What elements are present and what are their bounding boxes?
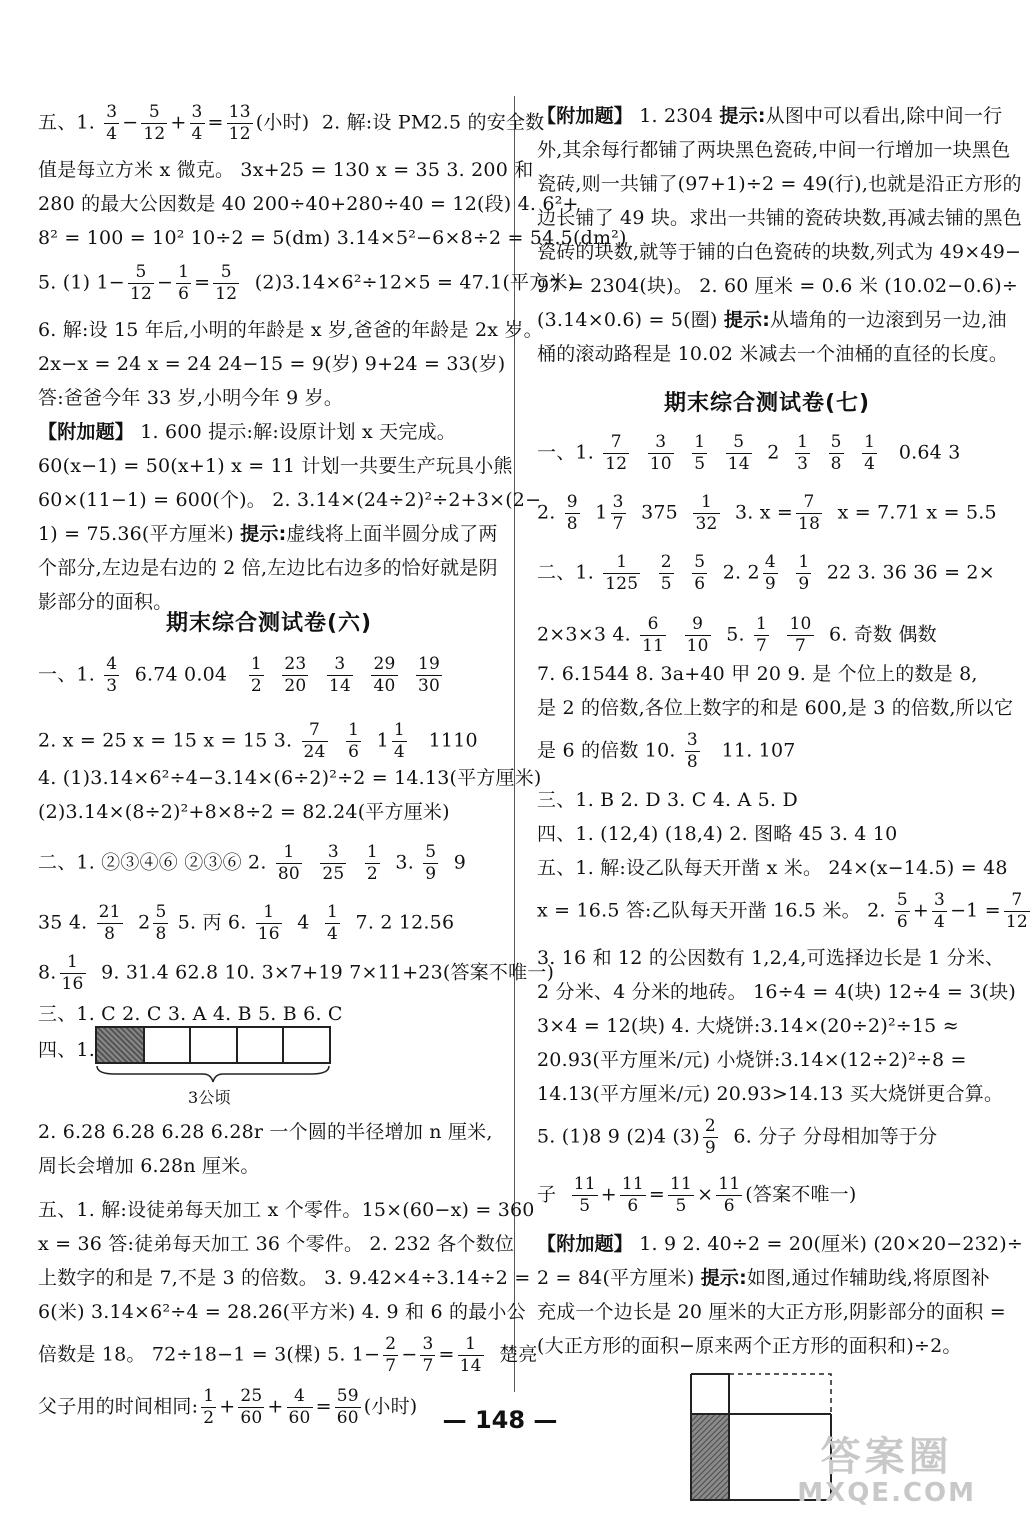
page-number: — 148 — <box>442 1406 558 1434</box>
numerator: 1 <box>203 1386 215 1406</box>
answer-line: 外,其余每行都铺了两块黑色瓷砖,中间一行增加一块黑色 <box>537 139 1011 161</box>
numerator: 1 <box>393 720 405 740</box>
tip-label: 提示: <box>723 309 771 331</box>
denominator: 10 <box>686 636 709 656</box>
fraction <box>365 844 380 883</box>
numerator: 7 <box>603 434 629 454</box>
strip-cell <box>143 1028 145 1062</box>
numerator: 11 <box>718 1174 741 1194</box>
fraction <box>754 616 769 655</box>
numerator: 1 <box>366 842 378 862</box>
fraction <box>648 434 674 473</box>
answer-line: 充成一个边长是 20 厘米的大正方形,阴影部分的面积 = <box>537 1301 1006 1323</box>
numerator: 3 <box>612 492 624 512</box>
denominator: 2 <box>250 676 262 696</box>
denominator: 9 <box>704 1138 716 1158</box>
fraction <box>796 494 822 533</box>
answer-line: 边长铺了 49 块。求出一共铺的瓷砖块数,再减去铺的黑色 <box>537 207 1022 229</box>
numerator: 1 <box>458 1336 484 1356</box>
denominator: 12 <box>129 284 152 304</box>
denominator: 7 <box>794 636 807 656</box>
fraction <box>703 1118 718 1157</box>
section-title: 期末综合测试卷(六) <box>165 611 373 636</box>
numerator: 1 <box>250 654 262 674</box>
denominator: 7 <box>755 636 767 656</box>
answer-line: 2x−x = 24 x = 24 24−15 = 9(岁) 9+24 = 33(岁) <box>38 353 506 375</box>
denominator: 10 <box>649 454 672 474</box>
denominator: 7 <box>612 514 624 534</box>
strip-cell <box>236 1028 238 1062</box>
denominator: 4 <box>934 912 946 932</box>
denominator: 30 <box>417 676 441 696</box>
numerator: 59 <box>336 1386 359 1406</box>
area-strip-diagram <box>95 1026 331 1064</box>
fraction <box>249 656 264 695</box>
answer-line: 1) = 75.36(平方厘米) 提示:虚线将上面半圆分成了两 <box>38 523 498 545</box>
answer-line: 四、1. (12,4) (18,4) 2. 图略 45 3. 4 10 <box>537 823 898 845</box>
fraction <box>787 616 813 655</box>
numerator: 1 <box>327 902 339 922</box>
answer-line: 6. 解:设 15 年后,小明的年龄是 x 岁,爸爸的年龄是 2x 岁。 <box>38 319 543 341</box>
numerator: 5 <box>213 264 239 284</box>
answer-line: 2. x = 25 x = 15 x = 15 3. $\frac{7}{24}$ $\frac{1}{6}$ 1 $\frac{1}{4}$ 1110 <box>38 720 478 762</box>
fraction <box>325 904 340 943</box>
strip-label: 3公顷 <box>188 1088 231 1107</box>
fraction <box>640 616 666 655</box>
fraction <box>1004 892 1030 931</box>
answer-line: 是 6 的倍数 10. $\frac{3}{8}$ 11. 107 <box>537 730 796 772</box>
fraction <box>392 722 407 761</box>
fraction <box>603 554 640 593</box>
fraction <box>227 104 253 143</box>
numerator: 5 <box>726 434 752 454</box>
numerator: 6 <box>640 616 666 636</box>
denominator: 9 <box>764 574 776 594</box>
fraction <box>128 264 154 303</box>
answer-line: 五、1. 解:设徒弟每天加工 x 个零件。15×(60−x) = 360 <box>38 1199 535 1221</box>
shaded-cell <box>97 1028 143 1062</box>
denominator: 7 <box>385 1356 397 1376</box>
fraction <box>862 434 877 473</box>
answer-line: (3.14×0.6) = 5(圈) 提示:从墙角的一边滚到另一边,油 <box>537 309 1007 331</box>
numerator: 1 <box>694 432 706 452</box>
denominator: 3 <box>106 676 118 696</box>
numerator: 1 <box>276 844 302 864</box>
answer-line: 【附加题】 1. 9 2. 40÷2 = 20(厘米) (20×20−232)÷ <box>537 1233 1023 1255</box>
answer-line: (2)3.14×(8÷2)²+8×8÷2 = 82.24(平方厘米) <box>38 801 450 823</box>
fraction <box>423 844 438 883</box>
numerator: 4 <box>764 552 776 572</box>
fraction <box>60 954 86 993</box>
numerator: 3 <box>106 102 118 122</box>
answer-line: 周长会增加 6.28n 厘米。 <box>38 1155 260 1177</box>
numerator: 2 <box>704 1116 716 1136</box>
numerator: 5 <box>155 902 167 922</box>
numerator: 1 <box>797 432 809 452</box>
numerator: 7 <box>302 722 328 742</box>
numerator: 7 <box>1004 892 1030 912</box>
answer-line: 三、1. C 2. C 3. A 4. B 5. B 6. C <box>38 1003 343 1025</box>
numerator: 3 <box>686 730 698 750</box>
denominator: 60 <box>288 1408 311 1428</box>
denominator: 5 <box>694 454 706 474</box>
watermark-logo: 答案圈 MXQE.COM <box>797 1434 976 1509</box>
numerator: 5 <box>128 264 154 284</box>
fraction <box>282 656 308 695</box>
denominator: 14 <box>459 1356 482 1376</box>
answer-line: 2. 6.28 6.28 6.28 6.28r 一个圆的半径增加 n 厘米, <box>38 1121 493 1143</box>
answer-line: 一、1. $\frac{4}{3}$ 6.74 0.04 $\frac{1}{2}$ $\frac{23}{20}$ $\frac{3}{14}$ $\frac{29}{40}$ $\frac{19}{30}$ <box>38 654 441 696</box>
numerator: 5 <box>830 432 842 452</box>
numerator: 11 <box>670 1174 693 1194</box>
denominator: 16 <box>257 924 280 944</box>
answer-line: 二、1. ②③④⑥ ②③⑥ 2. $\frac{1}{80}$ $\frac{3}{25}$ $\frac{1}{2}$ 3. $\frac{5}{9}$ 9 <box>38 842 466 884</box>
denominator: 4 <box>327 924 339 944</box>
denominator: 9 <box>798 574 810 594</box>
denominator: 8 <box>830 454 842 474</box>
numerator: 1 <box>603 554 640 574</box>
answer-line: 瓷砖的块数,就等于铺的白色瓷砖的块数,列式为 49×49− <box>537 241 1022 263</box>
denominator: 125 <box>605 574 639 594</box>
answer-line: 【附加题】 1. 2304 提示:从图中可以看出,除中间一行 <box>537 105 1003 127</box>
numerator: 11 <box>621 1174 644 1194</box>
answer-line: 2 分米、4 分米的地砖。 16÷4 = 4(块) 12÷4 = 3(块) <box>537 981 1016 1003</box>
fraction <box>716 1176 742 1215</box>
bonus-tag: 【附加题】 <box>38 421 135 443</box>
answer-line: 倍数是 18。 72÷18−1 = 3(棵) 5. 1− $\frac{2}{7}$ − $\frac{3}{7}$ = $\frac{1}{14}$ 楚亮 <box>38 1334 538 1376</box>
denominator: 4 <box>864 454 876 474</box>
fraction <box>213 264 239 303</box>
numerator: 1 <box>60 954 86 974</box>
denominator: 6 <box>694 574 706 594</box>
numerator: 7 <box>796 494 822 514</box>
denominator: 12 <box>228 124 251 144</box>
answer-line: 5. (1)8 9 (2)4 (3) $\frac{2}{9}$ 6. 分子 分母相加等于分 <box>537 1116 938 1158</box>
fraction <box>346 722 361 761</box>
answer-line: 2 = 84(平方厘米) 提示:如图,通过作辅助线,将原图补 <box>537 1267 990 1289</box>
answer-line: 5. (1) 1− $\frac{5}{12}$ − $\frac{1}{6}$ = $\frac{5}{12}$ (2)3.14×6²÷12×5 = 47.1(平方米) <box>38 262 576 304</box>
fraction <box>829 434 844 473</box>
denominator: 6 <box>627 1196 639 1216</box>
denominator: 6 <box>896 912 908 932</box>
answer-line: (大正方形的面积−原来两个正方形的面积和)÷2。 <box>537 1335 962 1357</box>
denominator: 8 <box>566 514 578 534</box>
answer-line: x = 16.5 答:乙队每天开凿 16.5 米。 2. $\frac{5}{6}$ + $\frac{3}{4}$ −1 = $\frac{7}{12}$ <box>537 890 1028 932</box>
answer-line: 一、1. $\frac{7}{12}$ $\frac{3}{10}$ $\frac{1}{5}$ $\frac{5}{14}$ 2 $\frac{1}{3}$ $\frac{5}{8}$ $\frac{1}{4}$ 0.64 3 <box>537 432 961 474</box>
fraction <box>726 434 752 473</box>
fraction <box>371 656 397 695</box>
answer-line: 60(x−1) = 50(x+1) x = 11 计划一共要生产玩具小熊 <box>38 455 513 477</box>
fraction <box>327 656 353 695</box>
denominator: 12 <box>605 454 628 474</box>
numerator: 1 <box>864 432 876 452</box>
denominator: 16 <box>61 974 84 994</box>
fraction <box>458 1336 484 1375</box>
numerator: 29 <box>373 654 396 674</box>
denominator: 12 <box>1005 912 1028 932</box>
answer-line: 个部分,左边是右边的 2 倍,左边比右边多的恰好就是阴 <box>38 557 498 579</box>
numerator: 5 <box>141 104 167 124</box>
fraction <box>796 554 811 593</box>
bonus-tag: 【附加题】 <box>537 1233 634 1255</box>
denominator: 7 <box>422 1356 434 1376</box>
answer-line: 答:爸爸今年 33 岁,小明今年 9 岁。 <box>38 387 344 409</box>
tip-label: 提示: <box>700 1267 747 1289</box>
numerator: 13 <box>228 102 251 122</box>
fraction <box>416 656 442 695</box>
numerator: 5 <box>896 890 908 910</box>
numerator: 11 <box>573 1174 596 1194</box>
answer-line: 瓷砖,则一共铺了(97+1)÷2 = 49(行),也就是沿正方形的 <box>537 173 1022 195</box>
answer-line: 7. 6.1544 8. 3a+40 甲 20 9. 是 个位上的数是 8, <box>537 663 978 685</box>
fraction <box>190 104 205 143</box>
answer-line: 2. $\frac{9}{8}$ 1 $\frac{3}{7}$ 375 $\frac{1}{32}$ 3. x = $\frac{7}{18}$ x = 7.71 x = 5.5 <box>537 492 997 534</box>
answer-line: 【附加题】 1. 600 提示:解:设原计划 x 天完成。 <box>38 421 456 443</box>
numerator: 4 <box>106 654 118 674</box>
denominator: 3 <box>797 454 809 474</box>
answer-line: 桶的滚动路程是 10.02 米减去一个油桶的直径的长度。 <box>537 343 1009 365</box>
fraction <box>572 1176 598 1215</box>
answer-line: 35 4. $\frac{21}{8}$ 2 $\frac{5}{8}$ 5. 丙 6. $\frac{1}{16}$ 4 $\frac{1}{4}$ 7. 2 12.56 <box>38 902 455 944</box>
numerator: 19 <box>417 654 441 674</box>
fraction <box>97 904 123 943</box>
answer-line: 280 的最大公因数是 40 200÷40+280÷40 = 12(段) 4. 6²+ <box>38 193 579 215</box>
numerator: 23 <box>284 654 307 674</box>
numerator: 3 <box>191 102 203 122</box>
fraction <box>685 616 711 655</box>
denominator: 25 <box>322 864 345 884</box>
denominator: 6 <box>348 742 360 762</box>
answer-line: x = 36 答:徒弟每天加工 36 个零件。 2. 232 各个数位 <box>38 1233 515 1255</box>
numerator: 21 <box>98 902 121 922</box>
answer-line: 是 2 的倍数,各位上数字的和是 600,是 3 的倍数,所以它 <box>537 697 1014 719</box>
fraction <box>276 844 302 883</box>
fraction <box>659 554 674 593</box>
answer-line: 20.93(平方厘米/元) 小烧饼:3.14×(12÷2)²÷8 = <box>537 1049 967 1071</box>
answer-line: 8. $\frac{1}{16}$ 9. 31.4 62.8 10. 3×7+19 7×11+23(答案不唯一) <box>38 952 555 994</box>
denominator: 6 <box>178 284 190 304</box>
numerator: 5 <box>425 842 437 862</box>
fraction <box>685 732 700 771</box>
denominator: 4 <box>393 742 405 762</box>
fraction <box>692 434 707 473</box>
fraction <box>693 494 719 533</box>
strip-cell <box>282 1028 284 1062</box>
answer-line: 四、1. <box>38 1039 95 1061</box>
fraction <box>176 264 191 303</box>
numerator: 10 <box>789 614 812 634</box>
fraction <box>795 434 810 473</box>
numerator: 4 <box>287 1388 313 1408</box>
numerator: 1 <box>178 262 190 282</box>
answer-line: 4. (1)3.14×6²÷4−3.14×(6÷2)²÷2 = 14.13(平方厘米) <box>38 767 542 789</box>
denominator: 5 <box>675 1196 687 1216</box>
denominator: 18 <box>798 514 821 534</box>
numerator: 1 <box>755 614 767 634</box>
denominator: 5 <box>660 574 672 594</box>
section-title: 期末综合测试卷(七) <box>663 391 871 416</box>
fraction <box>383 1336 398 1375</box>
fraction <box>611 494 626 533</box>
answer-line: 三、1. B 2. D 3. C 4. A 5. D <box>537 789 798 811</box>
answer-line: 2×3×3 4. $\frac{6}{11}$ $\frac{9}{10}$ 5. $\frac{1}{7}$ $\frac{10}{7}$ 6. 奇数 偶数 <box>537 614 937 656</box>
fraction <box>141 104 167 143</box>
bonus-tag: 【附加题】 <box>537 105 634 127</box>
answer-line: 影部分的面积。 <box>38 591 173 613</box>
fraction <box>320 844 346 883</box>
answer-line: 二、1. $\frac{1}{125}$ $\frac{2}{5}$ $\frac{5}{6}$ 2. 2 $\frac{4}{9}$ $\frac{1}{9}$ 22 3. 36 36 = 2× <box>537 552 995 594</box>
fraction <box>420 1336 435 1375</box>
fraction <box>763 554 778 593</box>
numerator: 2 <box>385 1334 397 1354</box>
denominator: 9 <box>425 864 437 884</box>
denominator: 24 <box>303 742 326 762</box>
answer-line: 3. 16 和 12 的公因数有 1,2,4,可选择边长是 1 分米、 <box>537 947 1005 969</box>
answer-line: 父子用的时间相同: $\frac{1}{2}$ + $\frac{25}{60}$ + $\frac{4}{60}$ = $\frac{59}{60}$ (小时) <box>38 1386 418 1428</box>
fraction <box>104 656 119 695</box>
fraction <box>256 904 282 943</box>
denominator: 5 <box>579 1196 591 1216</box>
denominator: 8 <box>104 924 116 944</box>
numerator: 2 <box>660 552 672 572</box>
denominator: 11 <box>642 636 665 656</box>
answer-line: 上数字的和是 7,不是 3 的倍数。 3. 9.42×4÷3.14÷2 = <box>38 1267 531 1289</box>
denominator: 60 <box>336 1408 359 1428</box>
denominator: 6 <box>723 1196 735 1216</box>
denominator: 14 <box>727 454 750 474</box>
answer-line: 3×4 = 12(块) 4. 大烧饼:3.14×(20÷2)²÷15 ≈ <box>537 1015 959 1037</box>
denominator: 4 <box>106 124 118 144</box>
fraction <box>565 494 580 533</box>
brace-icon <box>95 1064 331 1086</box>
denominator: 32 <box>695 514 718 534</box>
numerator: 3 <box>422 1334 434 1354</box>
denominator: 80 <box>277 864 300 884</box>
denominator: 60 <box>240 1408 263 1428</box>
fraction <box>668 1176 694 1215</box>
answer-line: 14.13(平方厘米/元) 20.93>14.13 买大烧饼更合算。 <box>537 1083 1004 1105</box>
denominator: 40 <box>373 676 396 696</box>
denominator: 14 <box>328 676 351 696</box>
numerator: 5 <box>694 552 706 572</box>
tip-label: 提示: <box>719 105 766 127</box>
fraction <box>104 104 119 143</box>
numerator: 1 <box>693 494 719 514</box>
answer-line: 五、1. $\frac{3}{4}$ − $\frac{5}{12}$ + $\frac{3}{4}$ = $\frac{13}{12}$ (小时) 2. 解:设 PM2.5 的安全数 <box>38 102 545 144</box>
fraction <box>932 892 947 931</box>
fraction <box>895 892 910 931</box>
numerator: 25 <box>240 1386 263 1406</box>
denominator: 8 <box>155 924 167 944</box>
numerator: 3 <box>648 434 674 454</box>
denominator: 4 <box>191 124 203 144</box>
numerator: 1 <box>348 720 360 740</box>
fraction <box>692 554 707 593</box>
fraction <box>302 722 328 761</box>
denominator: 12 <box>143 124 166 144</box>
answer-line: 97 = 2304(块)。 2. 60 厘米 = 0.6 米 (10.02−0.6)÷ <box>537 275 1018 297</box>
fraction <box>153 904 168 943</box>
answer-line: 6(米) 3.14×6²÷4 = 28.26(平方米) 4. 9 和 6 的最小公 <box>38 1301 526 1323</box>
denominator: 2 <box>366 864 378 884</box>
numerator: 9 <box>685 616 711 636</box>
denominator: 12 <box>215 284 238 304</box>
numerator: 9 <box>566 492 578 512</box>
numerator: 3 <box>327 656 353 676</box>
answer-line: 五、1. 解:设乙队每天开凿 x 米。 24×(x−14.5) = 48 <box>537 857 1008 879</box>
numerator: 3 <box>320 844 346 864</box>
numerator: 1 <box>256 904 282 924</box>
denominator: 2 <box>203 1408 215 1428</box>
denominator: 20 <box>284 676 307 696</box>
answer-line: 子 $\frac{11}{5}$ + $\frac{11}{6}$ = $\frac{11}{5}$ × $\frac{11}{6}$ (答案不唯一) <box>537 1174 857 1216</box>
answer-line: 8² = 100 = 10² 10÷2 = 5(dm) 3.14×5²−6×8÷2 = 54.5(dm²) <box>38 227 627 249</box>
tip-label: 提示: <box>240 523 287 545</box>
numerator: 1 <box>798 552 810 572</box>
answer-line: 60×(11−1) = 600(个)。 2. 3.14×(24÷2)²÷2+3×(2− <box>38 489 542 511</box>
strip-cell <box>189 1028 191 1062</box>
numerator: 3 <box>934 890 946 910</box>
answer-line: 值是每立方米 x 微克。 3x+25 = 130 x = 35 3. 200 和 <box>38 159 534 181</box>
fraction <box>620 1176 646 1215</box>
fraction <box>603 434 629 473</box>
denominator: 8 <box>686 752 698 772</box>
